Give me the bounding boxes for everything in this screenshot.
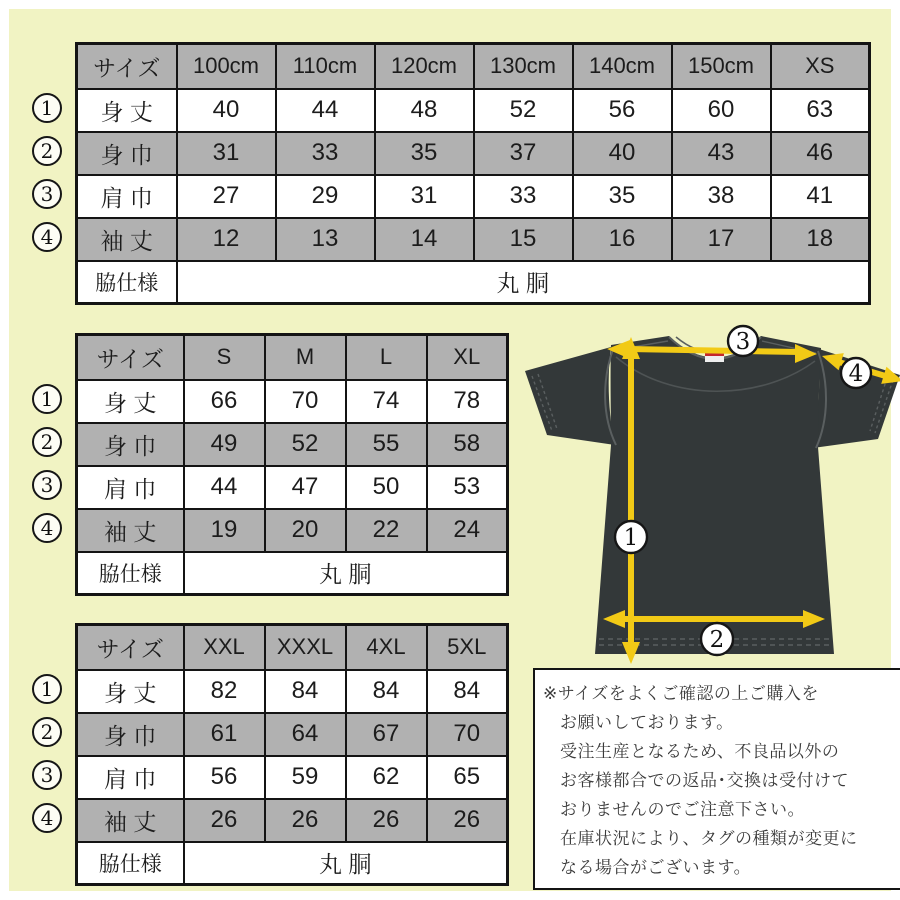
size-value-cell: 48 (375, 89, 474, 132)
measurement-row (77, 713, 508, 756)
measure-row-label: 身 丈 (77, 380, 184, 423)
size-column-header: M (265, 335, 346, 380)
size-column-header: 4XL (346, 625, 427, 670)
size-value-cell: 19 (184, 509, 265, 552)
size-column-header: L (346, 335, 427, 380)
size-value-cell: 29 (276, 175, 375, 218)
size-value-cell: 17 (672, 218, 771, 261)
size-value-cell: 15 (474, 218, 573, 261)
size-value-cell: 84 (346, 670, 427, 713)
size-value-cell: 41 (771, 175, 870, 218)
circled-measure-number: 3 (32, 760, 62, 790)
size-table-kids (75, 42, 871, 305)
size-value-cell: 74 (346, 380, 427, 423)
size-value-cell: 38 (672, 175, 771, 218)
measure-row-label: 肩 巾 (77, 466, 184, 509)
side-spec-row (77, 552, 508, 595)
size-value-cell: 40 (573, 132, 672, 175)
size-value-cell: 53 (427, 466, 508, 509)
size-column-header: XS (771, 44, 870, 89)
circled-measure-number: 1 (32, 674, 62, 704)
measure-row-label: 身 丈 (77, 89, 177, 132)
tshirt-left-sleeve (525, 347, 615, 445)
size-value-cell: 43 (672, 132, 771, 175)
size-column-header: 120cm (375, 44, 474, 89)
notice-line: 受注生産となるため、不良品以外の (560, 742, 840, 761)
size-header-label: サイズ (77, 335, 184, 380)
measurement-row (77, 799, 508, 842)
size-value-cell: 67 (346, 713, 427, 756)
size-value-cell: 14 (375, 218, 474, 261)
size-value-cell: 33 (474, 175, 573, 218)
size-value-cell: 31 (177, 132, 276, 175)
side-spec-value: 丸 胴 (184, 552, 508, 595)
measure-row-label: 身 巾 (77, 423, 184, 466)
circled-measure-number: 2 (32, 427, 62, 457)
notice-line: おりませんのでご注意下さい。 (560, 800, 805, 819)
size-value-cell: 40 (177, 89, 276, 132)
side-spec-row (77, 261, 870, 304)
measure-row-label: 身 巾 (77, 132, 177, 175)
measurement-row (77, 670, 508, 713)
tshirt-diagram (519, 321, 900, 666)
notice-line: お願いしております。 (560, 713, 734, 732)
measurement-row (77, 175, 870, 218)
measurement-row (77, 756, 508, 799)
circled-measure-number: 3 (32, 470, 62, 500)
notice-line: お客様都合での返品･交換は受付けて (560, 771, 849, 790)
size-value-cell: 60 (672, 89, 771, 132)
size-column-header: 5XL (427, 625, 508, 670)
size-value-cell: 70 (265, 380, 346, 423)
size-value-cell: 78 (427, 380, 508, 423)
callout-2-number: 2 (709, 627, 725, 653)
measurement-row (77, 509, 508, 552)
measurement-row (77, 89, 870, 132)
size-column-header: 150cm (672, 44, 771, 89)
side-spec-value: 丸 胴 (177, 261, 870, 304)
size-value-cell: 64 (265, 713, 346, 756)
measure-number-rail-big (32, 674, 62, 833)
size-value-cell: 33 (276, 132, 375, 175)
size-value-cell: 35 (573, 175, 672, 218)
size-value-cell: 20 (265, 509, 346, 552)
size-column-header: XXL (184, 625, 265, 670)
circled-measure-number: 4 (32, 513, 62, 543)
size-value-cell: 56 (573, 89, 672, 132)
size-value-cell: 59 (265, 756, 346, 799)
size-value-cell: 56 (184, 756, 265, 799)
circled-measure-number: 2 (32, 717, 62, 747)
circled-measure-number: 4 (32, 803, 62, 833)
side-spec-row (77, 842, 508, 885)
size-value-cell: 58 (427, 423, 508, 466)
measurement-row (77, 218, 870, 261)
size-value-cell: 44 (184, 466, 265, 509)
size-value-cell: 22 (346, 509, 427, 552)
size-value-cell: 26 (346, 799, 427, 842)
size-column-header: 130cm (474, 44, 573, 89)
measure-row-label: 袖 丈 (77, 799, 184, 842)
measure-number-rail-kids (32, 93, 62, 252)
size-value-cell: 62 (346, 756, 427, 799)
page-background (9, 9, 891, 891)
side-spec-label: 脇仕様 (77, 261, 177, 304)
circled-measure-number: 2 (32, 136, 62, 166)
size-value-cell: 65 (427, 756, 508, 799)
size-table-adult (75, 333, 509, 596)
size-column-header: XXXL (265, 625, 346, 670)
size-column-header: 110cm (276, 44, 375, 89)
size-value-cell: 55 (346, 423, 427, 466)
circled-measure-number: 1 (32, 93, 62, 123)
measure-row-label: 身 巾 (77, 713, 184, 756)
notice-line: 在庫状況により、タグの種類が変更に (560, 829, 858, 848)
measurement-row (77, 132, 870, 175)
size-value-cell: 24 (427, 509, 508, 552)
size-table-big (75, 623, 509, 886)
size-column-header: XL (427, 335, 508, 380)
measurement-row (77, 380, 508, 423)
measure-number-rail-adult (32, 384, 62, 543)
size-value-cell: 84 (427, 670, 508, 713)
measure-row-label: 肩 巾 (77, 175, 177, 218)
measure-row-label: 袖 丈 (77, 509, 184, 552)
size-value-cell: 35 (375, 132, 474, 175)
circled-measure-number: 3 (32, 179, 62, 209)
size-value-cell: 52 (474, 89, 573, 132)
size-column-header: S (184, 335, 265, 380)
callout-3-number: 3 (735, 329, 751, 355)
notice-line: なる場合がございます。 (560, 858, 752, 877)
circled-measure-number: 1 (32, 384, 62, 414)
size-value-cell: 47 (265, 466, 346, 509)
tshirt-illustration (519, 321, 900, 666)
side-spec-label: 脇仕様 (77, 552, 184, 595)
size-value-cell: 26 (265, 799, 346, 842)
measurement-row (77, 423, 508, 466)
size-value-cell: 82 (184, 670, 265, 713)
size-value-cell: 26 (184, 799, 265, 842)
size-value-cell: 12 (177, 218, 276, 261)
size-value-cell: 37 (474, 132, 573, 175)
size-header-label: サイズ (77, 625, 184, 670)
side-spec-label: 脇仕様 (77, 842, 184, 885)
callout-1-number: 1 (623, 525, 639, 551)
size-value-cell: 46 (771, 132, 870, 175)
size-column-header: 140cm (573, 44, 672, 89)
size-value-cell: 66 (184, 380, 265, 423)
size-value-cell: 61 (184, 713, 265, 756)
size-value-cell: 26 (427, 799, 508, 842)
size-value-cell: 52 (265, 423, 346, 466)
measurement-row (77, 466, 508, 509)
notice-line: ※サイズをよくご確認の上ご購入を (543, 684, 819, 703)
measure-row-label: 身 丈 (77, 670, 184, 713)
size-value-cell: 18 (771, 218, 870, 261)
circled-measure-number: 4 (32, 222, 62, 252)
size-value-cell: 70 (427, 713, 508, 756)
purchase-notice-box (533, 668, 900, 890)
side-spec-value: 丸 胴 (184, 842, 508, 885)
size-value-cell: 27 (177, 175, 276, 218)
size-value-cell: 50 (346, 466, 427, 509)
callout-4-number: 4 (848, 361, 864, 387)
measure-row-label: 肩 巾 (77, 756, 184, 799)
size-column-header: 100cm (177, 44, 276, 89)
size-value-cell: 31 (375, 175, 474, 218)
size-value-cell: 49 (184, 423, 265, 466)
size-value-cell: 44 (276, 89, 375, 132)
size-header-label: サイズ (77, 44, 177, 89)
size-value-cell: 63 (771, 89, 870, 132)
measure-row-label: 袖 丈 (77, 218, 177, 261)
size-value-cell: 16 (573, 218, 672, 261)
size-value-cell: 13 (276, 218, 375, 261)
size-value-cell: 84 (265, 670, 346, 713)
